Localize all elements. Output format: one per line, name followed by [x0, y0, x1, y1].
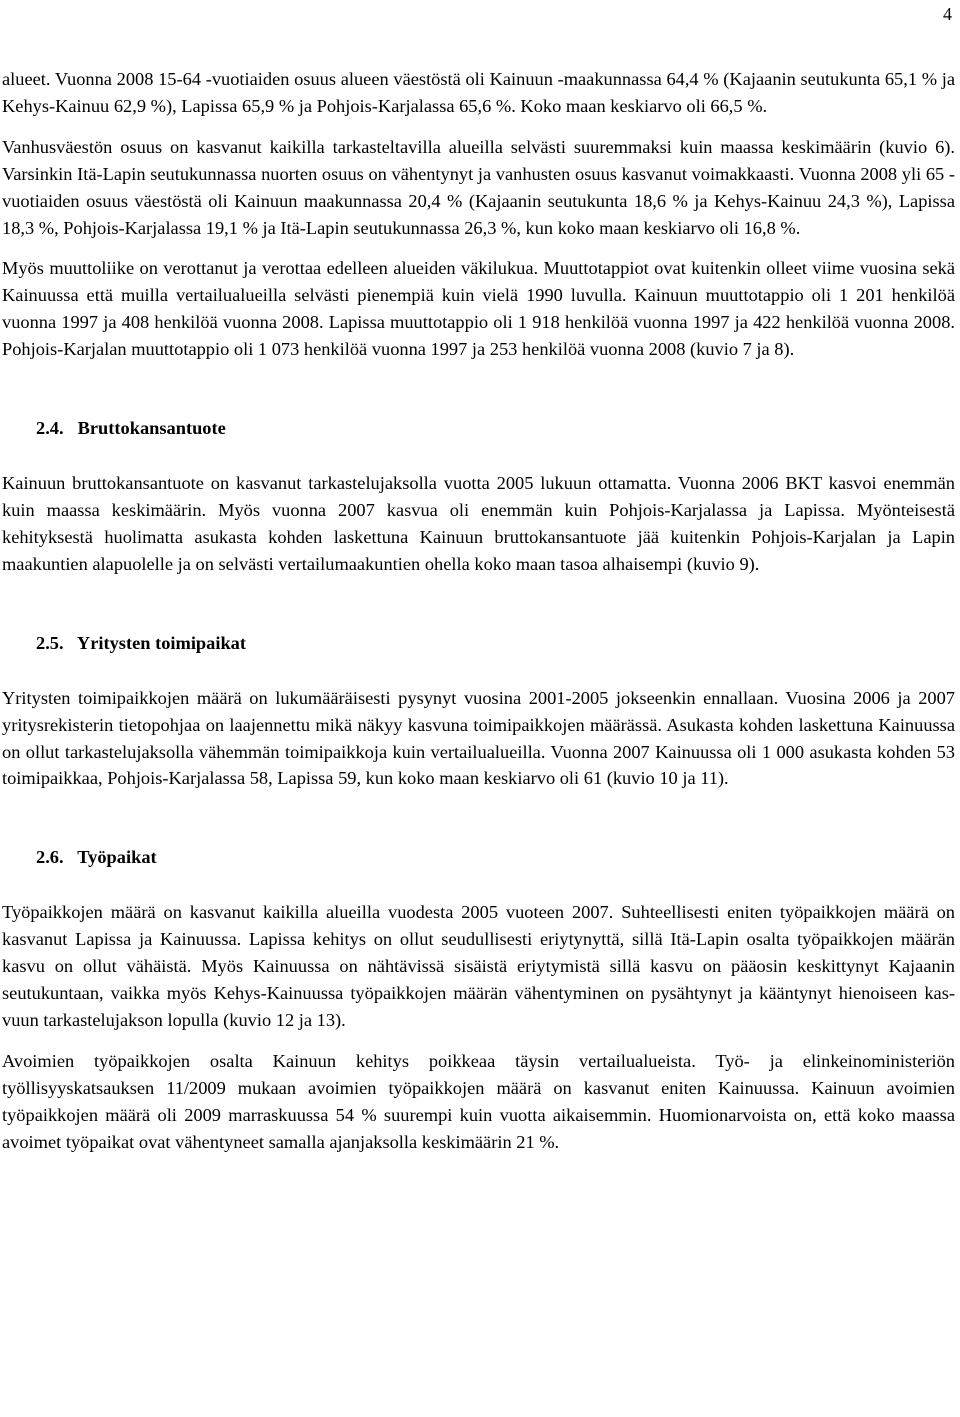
paragraph-vacancies: Avoimien työpaikkojen osalta Kainuun kehitys poikkeaa täysin vertailualueista. Työ- ja elinkeinoministeriön työllisyyskatsauksen 11/2009 mukaan avoimien työpaikkojen määrä on kasvanut eniten Kainuussa. Kainuun avoimien työpaikkojen määrä oli 2009 marraskuussa 54 % suurempi kuin vuotta aikaisemmin. Huomionarvoista on, että koko maassa avoimet työpaikat ovat vähentyneet samalla ajanjaksolla keskimäärin 21 %. — [2, 1050, 955, 1152]
section-title: Yritysten toimipaikat — [76, 632, 247, 653]
paragraph-migration: Myös muuttoliike on verottanut ja verottaa edelleen alueiden väkilukua. Muuttotappiot ovat kuitenkin olleet viime vuosina sekä Kainuussa että muilla vertailualueilla selvästi pienempiä kuin vielä 1990 luvulla. Kainuun muuttotappio oli 1 201 henkilöä vuonna 1997 ja 408 henkilöä vuonna 2008. Lapissa muuttotappio oli 1 918 henkilöä vuonna 1997 ja 422 henkilöä vuonna 2008. Pohjois-Karjalan muuttotappio oli 1 073 henkilöä vuonna 1997 ja 253 henkilöä vuonna 2008 (kuvio 7 ja 8). — [2, 258, 955, 360]
document-body — [2, 66, 955, 1155]
section-title: Työpaikat — [77, 847, 157, 868]
paragraph-jobs: Työpaikkojen määrä on kasvanut kaikilla alueilla vuodesta 2005 vuoteen 2007. Suhteellisesti eniten työpaikkojen määrä on kasvanut Lapissa ja Kainuussa. Lapissa kehitys on ollut seudullisesti eriytynyttä, sillä Itä-Lapin osalta työpaikkojen määrän kasvu on ollut vähäistä. Myös Kainuussa on nähtävissä sisäistä eriytymistä sillä kasvu on pääosin keskittynyt Kajaanin seutukuntaan, vaikka myös Kehys-Kainuussa työpaikkojen määrän vähentyminen on pysähtynyt ja kääntynyt hienoiseen kasvuun tarkastelujakson lopulla (kuvio 12 ja 13). — [2, 902, 955, 1030]
section-heading-business-premises — [2, 630, 955, 657]
section-number: 2.4. — [36, 418, 64, 439]
paragraph-business-premises: Yritysten toimipaikkojen määrä on lukumääräisesti pysynyt vuosina 2001-2005 jokseenkin ennallaan. Vuosina 2006 ja 2007 yritysrekisterin tietopohjaa on laajennettu mikä näkyy kasvuna toimipaikkojen määrässä. Asukasta kohden laskettuna Kainuussa on ollut tarkastelujaksolla vähemmän toimipaikkoja kuin vertailualueilla. Vuonna 2007 Kainuussa oli 1 000 asukasta kohden 53 toimipaikkaa, Pohjois-Karjalassa 58, Lapissa 59, kun koko maan keskiarvo oli 61 (kuvio 10 ja 11). — [2, 687, 955, 789]
paragraph-gdp: Kainuun bruttokansantuote on kasvanut tarkastelujaksolla vuotta 2005 lukuun ottamatta. Vuonna 2006 BKT kasvoi enemmän kuin maassa keskimäärin. Myös vuonna 2007 kasvua oli enemmän kuin Pohjois-Karjalassa ja Lapissa. Myönteisestä kehityksestä huolimatta asukasta kohden laskettuna Kainuun bruttokansantuote jää kuitenkin Pohjois-Karjalan ja Lapin maakuntien alapuolelle ja on selvästi vertailumaakuntien ohella koko maan tasoa alhaisempi (kuvio 9). — [2, 473, 955, 574]
section-number: 2.5. — [36, 632, 64, 653]
section-title: Bruttokansantuote — [77, 418, 226, 439]
paragraph-age-groups: alueet. Vuonna 2008 15-64 -vuotiaiden osuus alueen väestöstä oli Kainuun -maakunnassa 64,4 % (Kajaanin seutukunta 65,1 % ja Kehys-Kainuu 62,9 %), Lapissa 65,9 % ja Pohjois-Karjalassa 65,6 %. Koko maan keskiarvo oli 66,5 %. — [2, 69, 955, 116]
section-number: 2.6. — [36, 847, 64, 868]
section-heading-jobs — [2, 844, 955, 871]
paragraph-elderly-share: Vanhusväestön osuus on kasvanut kaikilla tarkasteltavilla alueilla selvästi suuremmaksi kuin maassa keskimäärin (kuvio 6). Varsinkin Itä-Lapin seutukunnassa nuorten osuus on vähentynyt ja vanhusten osuus kasvanut voimakkaasti. Vuonna 2008 yli 65 -vuotiaiden osuus väestöstä oli Kainuun maakunnassa 20,4 % (Kajaanin seutukunta 18,6 % ja Kehys-Kainuu 24,3 %), Lapissa 18,3 %, Pohjois-Karjalassa 19,1 % ja Itä-Lapin seutukunnassa 26,3 %, kun koko maan keskiarvo oli 16,8 %. — [2, 136, 955, 238]
section-heading-gdp — [2, 415, 955, 442]
page-number: 4 — [943, 4, 952, 24]
